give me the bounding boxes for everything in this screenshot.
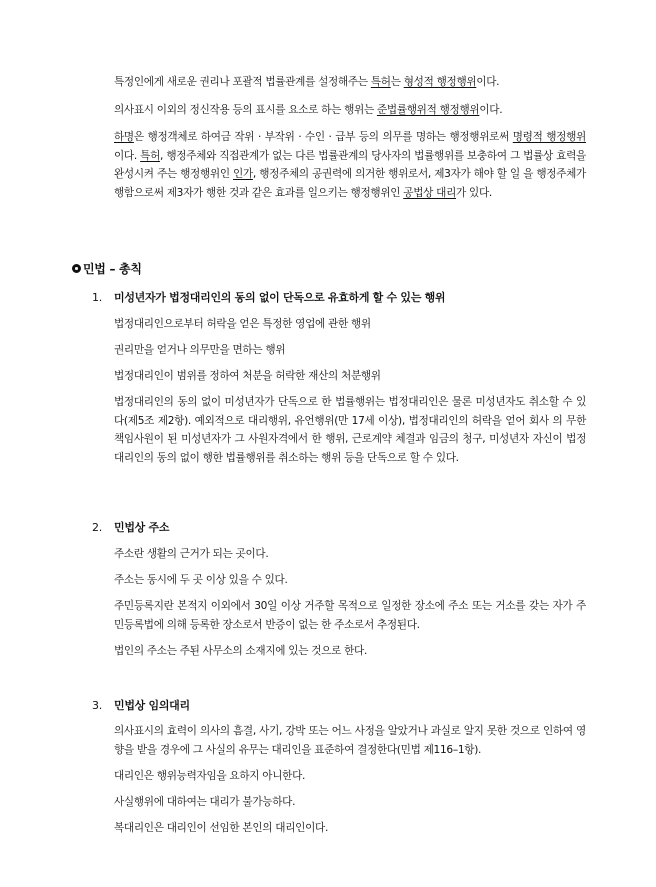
underlined-term: 하명 <box>114 131 134 143</box>
bullet-circle-icon <box>72 264 81 273</box>
text-run: 가 있다. <box>456 186 492 199</box>
underlined-term: 준법률행위적 행정행위 <box>376 104 480 116</box>
section-number: 1. <box>92 291 102 304</box>
section-heading <box>72 260 142 277</box>
section-number: 2. <box>92 521 102 534</box>
section-number: 3. <box>92 699 102 712</box>
text-run: 이다. <box>476 76 500 88</box>
section-3-paragraph: 복대리인은 대리인이 선임한 본인의 대리인이다. <box>114 822 329 834</box>
section-2-paragraph: 법인의 주소는 주된 사무소의 소재지에 있는 것으로 한다. <box>114 645 368 657</box>
text-run: 특정인에게 새로운 권리나 포괄적 법률관계를 설정해주는 <box>114 76 371 88</box>
section-3-paragraph: 의사표시의 효력이 의사의 흠결, 사기, 강박 또는 어느 사정을 알았거나 과실로 알지 못한 것으로 인하여 영향을 받을 경우에 그 사실의 유무는 대리인을 표준하여 결정한다(민법 제116–1항). <box>114 725 586 756</box>
text-run: , 행정주체와 직접관계가 없는 다른 법률관계의 당사자의 법률행위를 보충하여 그 법률상 효력을 완성시켜 주는 행정행위인 <box>114 149 586 180</box>
section-1-paragraph: 법정대리인이 범위를 정하여 처분을 허락한 재산의 처분행위 <box>114 370 381 382</box>
section-3-title <box>92 697 190 713</box>
section-1-paragraph: 권리만을 얻거나 의무만을 면하는 행위 <box>114 344 286 356</box>
section-1-title <box>92 289 445 305</box>
section-title: 미성년자가 법정대리인의 동의 없이 단독으로 유효하게 할 수 있는 행위 <box>114 291 446 304</box>
section-1-paragraph: 법정대리인으로부터 허락을 얻은 특정한 영업에 관한 행위 <box>114 318 371 330</box>
intro-paragraph-3 <box>114 128 586 202</box>
text-run: 이다. <box>114 149 141 162</box>
underlined-term: 공법상 대리 <box>403 186 457 199</box>
underlined-term: 특허 <box>370 76 391 88</box>
section-3-paragraph: 대리인은 행위능력자임을 요하지 아니한다. <box>114 770 306 782</box>
intro-paragraph-2 <box>114 101 586 120</box>
text-run: 이다. <box>479 104 503 116</box>
text-run: 은 행정객체로 하여금 작위 · 부작위 · 수인 · 급부 등의 의무를 명하는 행정행위로써 <box>133 131 513 143</box>
text-run: , 행정주체의 공권력에 의거한 행위로서, 제3자가 해야 할 일 을 행정주체가 행함으로써 제3자가 행한 것과 같은 효과를 일으키는 행정행위인 <box>114 168 586 199</box>
section-2-paragraph: 주민등록지란 본적지 이외에서 30일 이상 거주할 목적으로 일정한 장소에 주소 또는 거소를 갖는 자가 주민등록법에 의해 등록한 장소로서 반증이 없는 한 주소로서 추정된다. <box>114 600 586 631</box>
underlined-term: 특허 <box>140 149 161 162</box>
section-2-title <box>92 519 169 535</box>
section-title: 민법상 주소 <box>114 521 170 534</box>
heading-text: 민법 – 총칙 <box>83 262 142 276</box>
section-title: 민법상 임의대리 <box>114 699 190 712</box>
text-run: 의사표시 이외의 정신작용 등의 표시를 요소로 하는 행위는 <box>114 104 377 116</box>
section-1-paragraph: 법정대리인의 동의 없이 미성년자가 단독으로 한 법률행위는 법정대리인은 물론 미성년자도 취소할 수 있다(제5조 제2항). 예외적으로 대리행위, 유언행위(만 17세 이상), 법정대리인의 허락을 얻어 회사 의 무한책임사원이 된 미성년자가 그 사원자격에서 한 행위, 근로계약 체결과 임금의 청구, 미성년자 자신이 법정대리인의 동의 없이 행한 법률행위를 취소하는 행위 등을 단독으로 할 수 있다. <box>114 396 586 464</box>
text-run: 는 <box>390 76 404 88</box>
intro-paragraph-1 <box>114 73 586 92</box>
underlined-term: 인가 <box>233 168 253 180</box>
section-3-paragraph: 사실행위에 대하여는 대리가 불가능하다. <box>114 796 296 808</box>
section-2-paragraph: 주소란 생활의 근거가 되는 곳이다. <box>114 548 269 560</box>
section-2-paragraph: 주소는 동시에 두 곳 이상 있을 수 있다. <box>114 574 288 586</box>
underlined-term: 형성적 행정행위 <box>403 76 477 88</box>
underlined-term: 명령적 행정행위 <box>512 131 586 143</box>
